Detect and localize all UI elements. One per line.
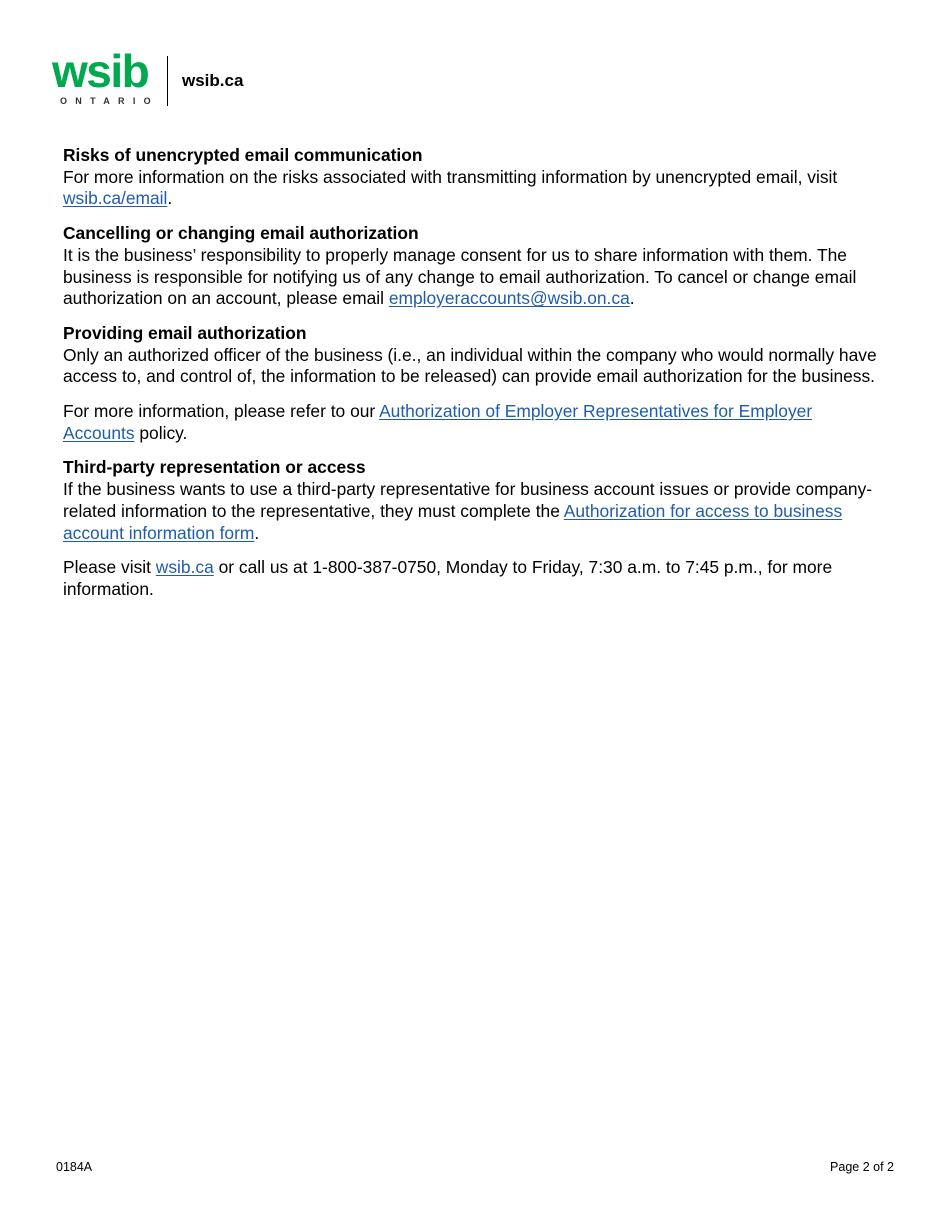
section-heading: Providing email authorization xyxy=(63,322,307,343)
section-heading: Third-party representation or access xyxy=(63,457,366,478)
logo-subtext: ONTARIO xyxy=(60,96,159,106)
employer-accounts-email-link[interactable]: employeraccounts@wsib.on.ca xyxy=(388,288,630,309)
section-text: For more information on the risks associated with transmitting information by unencrypted email, visit xyxy=(63,166,838,187)
section-heading: Cancelling or changing email authorization xyxy=(63,223,419,244)
section-text: For more information, please refer to our xyxy=(63,401,380,422)
policy-link[interactable]: Authorization of Employer Representatives for Employer Accounts xyxy=(63,401,813,443)
form-number: 0184A xyxy=(56,1160,93,1174)
section-text-end: . xyxy=(167,188,173,209)
logo-wordmark: wsib xyxy=(52,45,149,97)
section-text-end: or call us at 1-800-387-0750, Monday to Friday, 7:30 a.m. to 7:45 p.m., for more information. xyxy=(63,557,833,599)
header-site-url: wsib.ca xyxy=(182,71,244,90)
header-divider xyxy=(167,56,168,106)
section-text: Please visit xyxy=(63,557,156,578)
section-text: It is the business’ responsibility to properly manage consent for us to share information with them. The business is responsible for notifying us of any change to email authorization. To cancel or change email authorization on an account, please email xyxy=(63,244,857,309)
wsib-site-link[interactable]: wsib.ca xyxy=(155,557,214,578)
section-text-end: policy. xyxy=(134,422,188,443)
section-heading: Risks of unencrypted email communication xyxy=(63,145,423,165)
section-contact xyxy=(63,557,883,600)
section-text: If the business wants to use a third-party representative for business account issues or provide company-related information to the representative, they must complete the xyxy=(63,479,873,521)
section-cancelling xyxy=(63,223,883,310)
wsib-logo[interactable] xyxy=(52,45,160,112)
authorization-form-link[interactable]: Authorization for access to business account information form xyxy=(63,500,843,543)
section-text-end: . xyxy=(629,288,635,309)
section-text-end: . xyxy=(254,522,260,543)
section-text: Only an authorized officer of the business (i.e., an individual within the company who would normally have access to, and control of, the information to be released) can provide email authorization for the business. xyxy=(63,344,877,387)
document-body xyxy=(63,145,883,614)
section-providing xyxy=(63,323,883,388)
section-third-party xyxy=(63,457,883,544)
section-risks xyxy=(63,145,883,210)
email-info-link[interactable]: wsib.ca/email xyxy=(63,188,168,209)
section-policy-ref xyxy=(63,401,883,444)
page-number: Page 2 of 2 xyxy=(830,1160,894,1174)
